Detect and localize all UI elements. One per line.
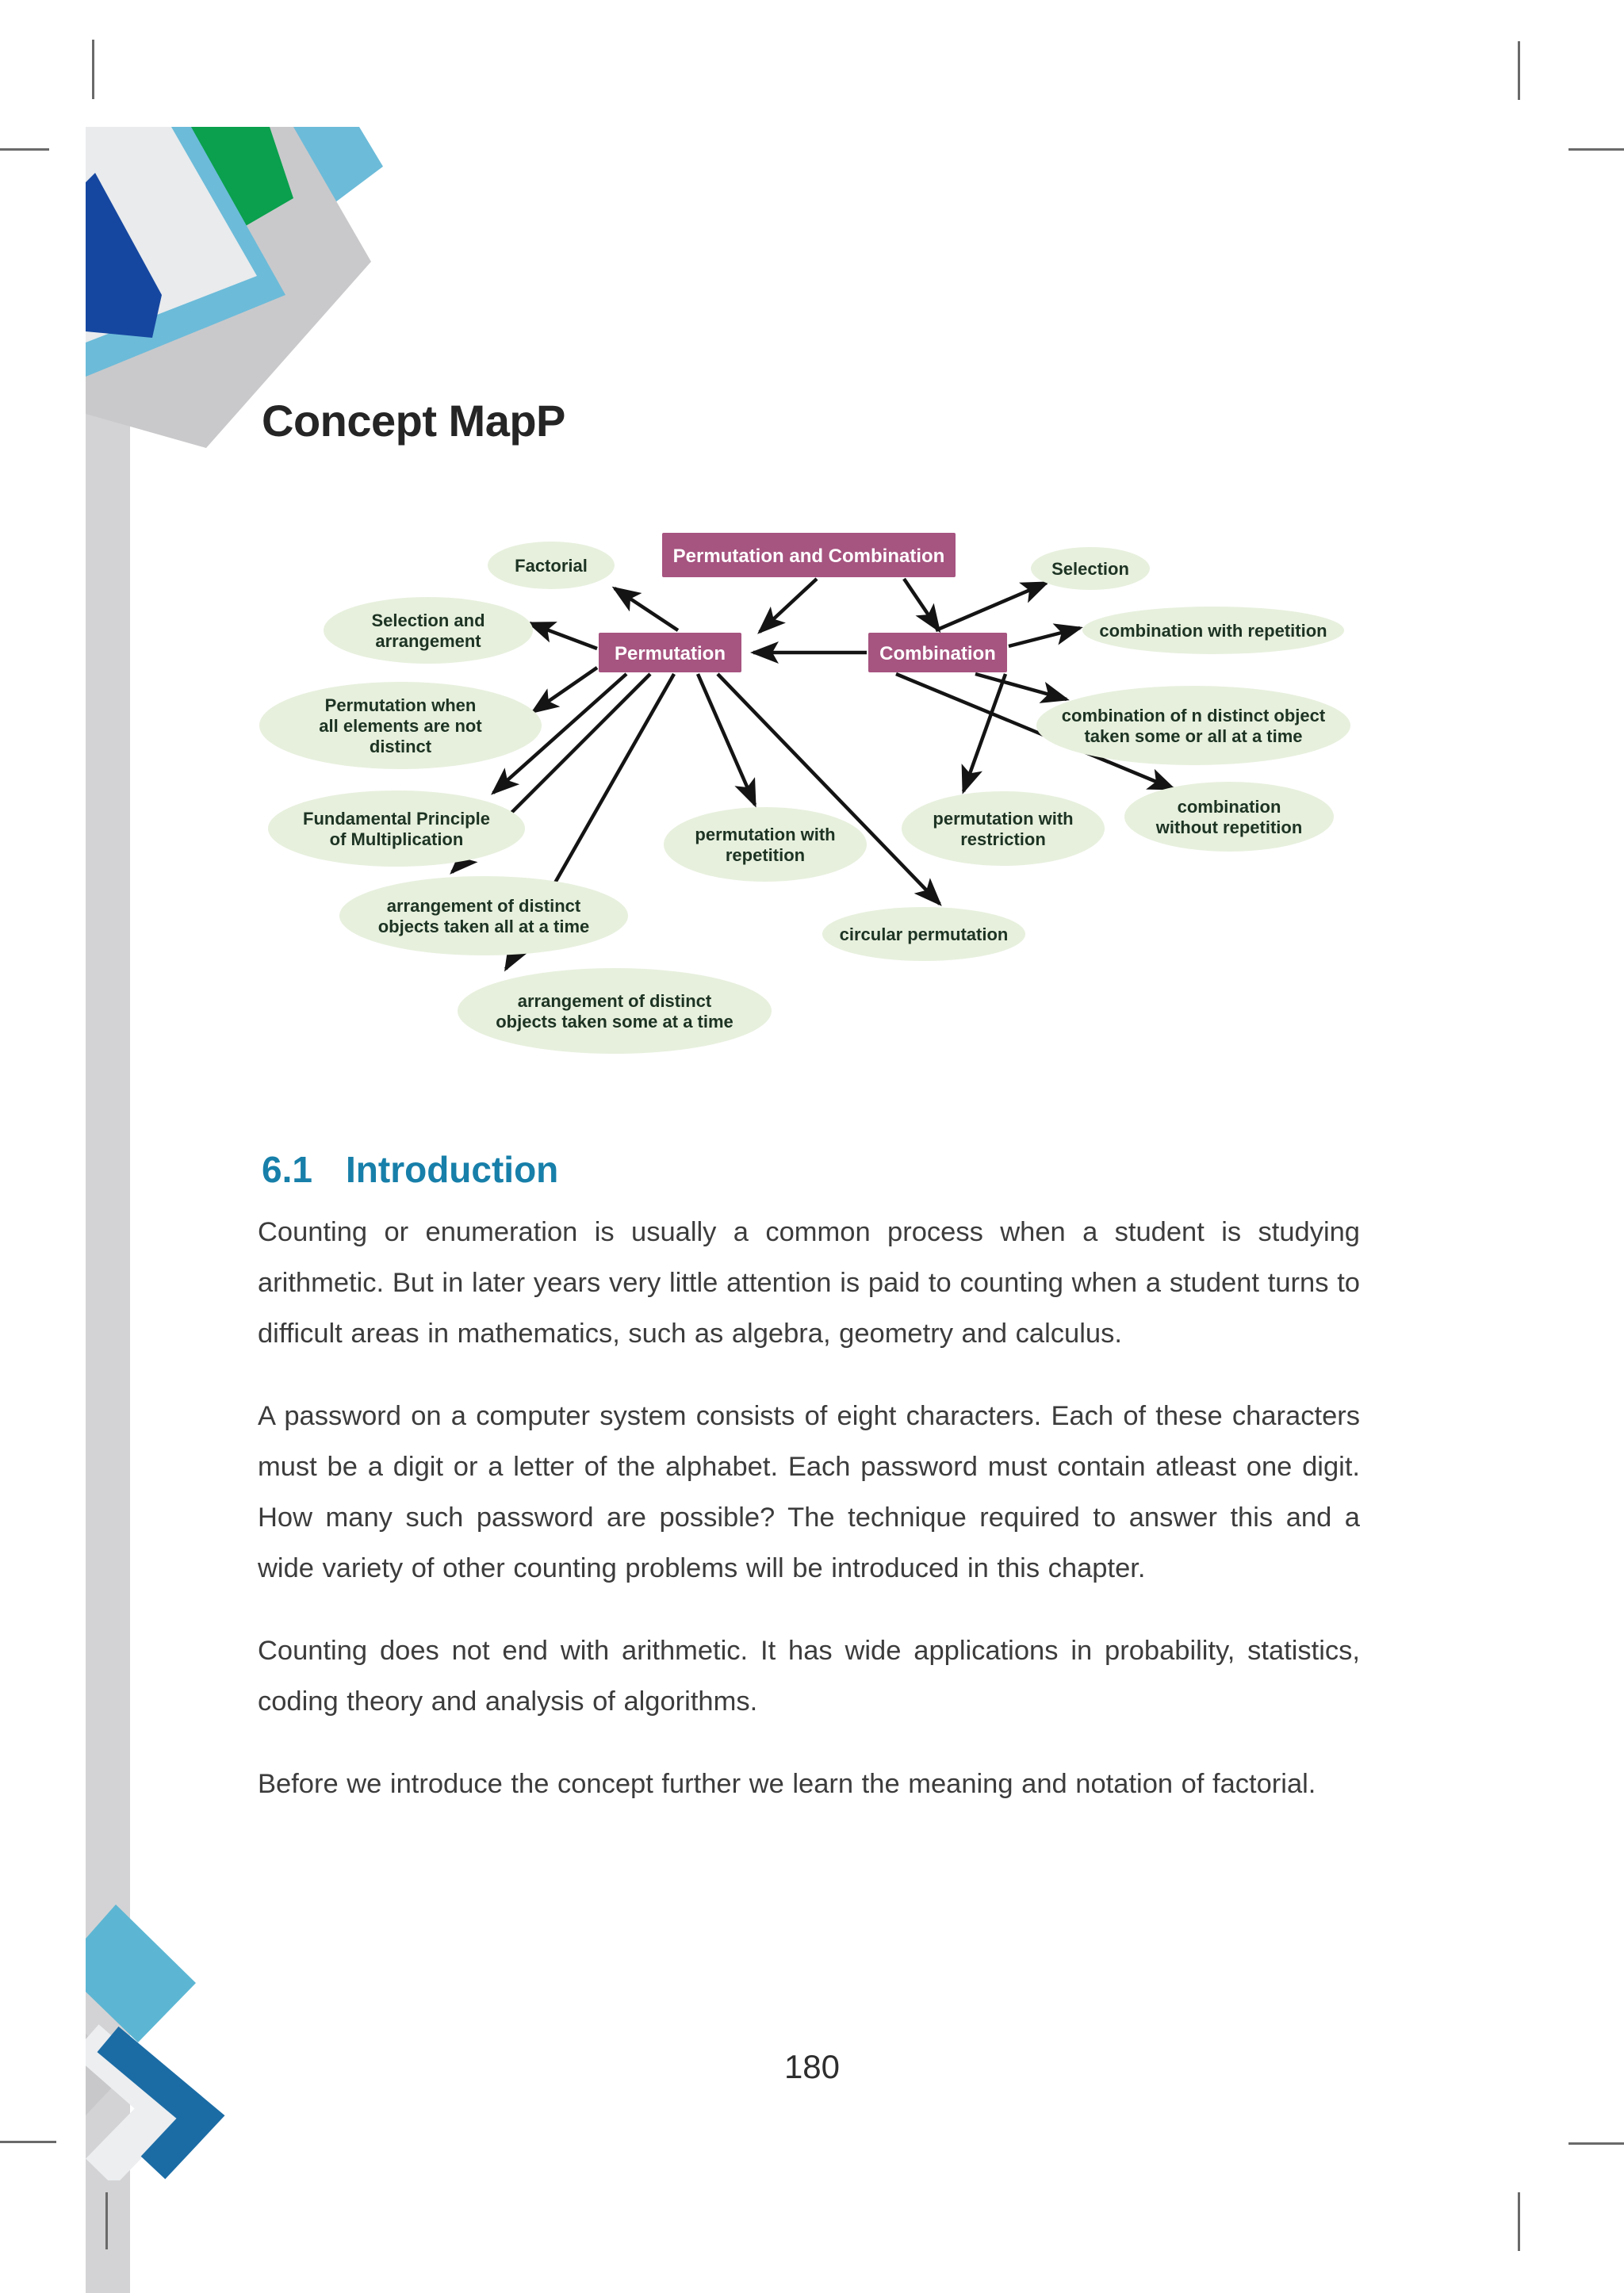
node-label-fund: Fundamental Principle <box>303 809 490 829</box>
paragraph-factorial: Before we introduce the concept further we learn the meaning and notation of factorial. <box>258 1769 1316 1799</box>
node-label-sel-arr: arrangement <box>375 631 481 651</box>
section-title: Introduction <box>346 1149 559 1190</box>
edge-perm-to-perm-rep <box>698 674 755 805</box>
page-title: Concept MapP <box>262 396 565 446</box>
node-label-comb-no-rep: combination <box>1177 797 1281 817</box>
node-label-sel-arr: Selection and <box>371 611 485 630</box>
node-box-label-comb: Combination <box>879 643 996 664</box>
node-ellipse-arr-some <box>458 968 772 1054</box>
node-label-arr-all: arrangement of distinct <box>386 896 581 916</box>
node-box-label-pc: Permutation and Combination <box>672 545 945 567</box>
paragraph-password: A password on a computer system consists of eight characters. Each of these characters must be a digit or a letter of the alphabet. Each password must contain atleast one digit. How many such password are possible? The technique required to answer this and a wide variety of other counting problems will be introduced in this chapter. <box>258 1401 1360 1583</box>
concept-map-svg <box>143 507 1364 1070</box>
edge-comb-to-selection <box>936 583 1047 630</box>
edge-comb-to-perm-restr <box>963 674 1005 791</box>
section-number: 6.1 <box>262 1149 312 1190</box>
edge-comb-to-comb-n-distinct <box>975 674 1067 699</box>
node-label-selection: Selection <box>1051 559 1129 579</box>
node-label-fund: of Multiplication <box>329 829 464 849</box>
node-label-comb-n-distinct: taken some or all at a time <box>1084 726 1303 746</box>
edge-pc-to-perm <box>760 579 817 632</box>
crop-mark-top-left-horizontal <box>0 148 49 151</box>
edge-pc-to-comb <box>904 579 939 630</box>
node-label-perm-not-distinct: Permutation when <box>324 695 477 715</box>
node-label-comb-rep: combination with repetition <box>1099 621 1327 641</box>
node-label-circ: circular permutation <box>839 924 1009 944</box>
crop-mark-bottom-left-horizontal <box>0 2141 56 2143</box>
node-label-factorial: Factorial <box>515 556 588 576</box>
node-label-perm-not-distinct: distinct <box>369 737 432 756</box>
section-heading <box>262 1148 1213 1191</box>
crop-mark-top-right-horizontal <box>1568 148 1624 151</box>
node-label-arr-some: objects taken some at a time <box>496 1012 733 1032</box>
node-label-arr-all: objects taken all at a time <box>377 917 590 936</box>
deco-lightblue-diamond <box>86 1904 196 2042</box>
edge-perm-to-sel-arr <box>530 623 597 649</box>
node-ellipse-arr-all <box>339 876 628 955</box>
crop-mark-top-right-vertical <box>1518 41 1520 100</box>
node-ellipse-comb-no-rep <box>1124 782 1334 852</box>
node-label-perm-restr: permutation with <box>933 809 1074 829</box>
paragraph-intro: Counting or enumeration is usually a common process when a student is studying arithmetic. But in later years very little attention is paid to counting when a student turns to difficult areas in mathematics, such as algebra, geometry and calculus. <box>258 1217 1360 1349</box>
crop-mark-bottom-left-vertical <box>105 2192 108 2249</box>
node-label-perm-rep: repetition <box>725 845 806 865</box>
node-ellipse-comb-n-distinct <box>1036 686 1350 765</box>
node-label-arr-some: arrangement of distinct <box>517 991 712 1011</box>
page-number: 180 <box>783 2048 841 2085</box>
node-ellipse-sel-arr <box>324 597 533 664</box>
body-text <box>258 1207 1360 1841</box>
node-ellipse-perm-rep <box>664 807 867 882</box>
node-ellipse-perm-restr <box>902 791 1105 866</box>
crop-mark-top-left-vertical <box>92 40 94 99</box>
edge-perm-to-factorial <box>615 588 678 630</box>
node-ellipse-fund <box>268 790 525 867</box>
edge-comb-to-comb-rep <box>1009 628 1080 646</box>
crop-mark-bottom-right-vertical <box>1518 2192 1520 2251</box>
node-label-perm-restr: restriction <box>960 829 1046 849</box>
concept-map <box>143 507 1364 1074</box>
edge-perm-to-perm-not-distinct <box>533 668 597 712</box>
node-label-comb-n-distinct: combination of n distinct object <box>1061 706 1326 725</box>
node-label-comb-no-rep: without repetition <box>1155 817 1303 837</box>
crop-mark-bottom-right-horizontal <box>1568 2142 1624 2145</box>
corner-decoration-bottom-left <box>86 1895 292 2180</box>
node-label-perm-rep: permutation with <box>695 825 836 844</box>
node-box-label-perm: Permutation <box>614 643 726 664</box>
paragraph-applications: Counting does not end with arithmetic. It has wide applications in probability, statistics, coding theory and analysis of algorithms. <box>258 1636 1360 1717</box>
node-label-perm-not-distinct: all elements are not <box>319 716 482 736</box>
